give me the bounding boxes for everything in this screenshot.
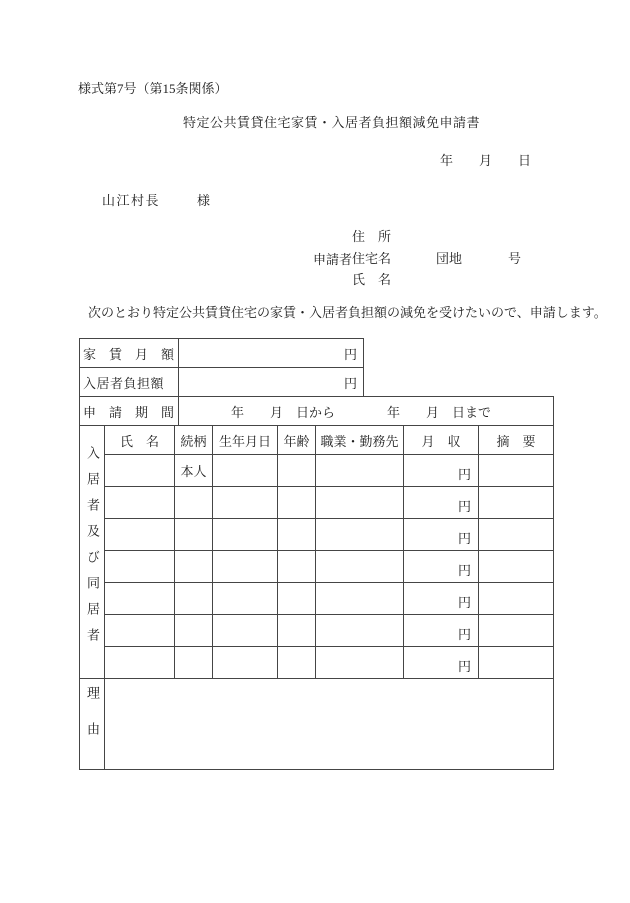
header-occupation: 職業・勤務先 — [316, 426, 404, 455]
cell-income: 円 — [404, 583, 479, 615]
header-relation: 続柄 — [175, 426, 213, 455]
applicant-label: 申請者 — [313, 251, 353, 267]
cell-name — [105, 487, 175, 519]
occupant-row — [80, 615, 554, 647]
date-line: 年 月 日 — [440, 153, 532, 168]
cell-income: 円 — [404, 551, 479, 583]
cell-remark — [479, 615, 554, 647]
cell-occupation — [316, 647, 404, 679]
cell-name — [105, 615, 175, 647]
table-row — [80, 368, 364, 397]
addressee-name: 山江村長 — [102, 193, 161, 208]
cell-relation: 本人 — [175, 455, 213, 487]
cell-birthdate — [213, 551, 278, 583]
header-remark: 摘 要 — [479, 426, 554, 455]
cell-birthdate — [213, 455, 278, 487]
form-number: 様式第7号（第15条関係） — [78, 81, 228, 96]
cell-income: 円 — [404, 455, 479, 487]
form-tables — [79, 338, 554, 770]
cell-name — [105, 583, 175, 615]
cell-age — [278, 583, 316, 615]
addressee-line — [102, 190, 210, 209]
cell-relation — [175, 615, 213, 647]
cell-age — [278, 487, 316, 519]
cell-age — [278, 551, 316, 583]
cell-birthdate — [213, 647, 278, 679]
cell-remark — [479, 519, 554, 551]
header-income: 月 収 — [404, 426, 479, 455]
header-birthdate: 生年月日 — [213, 426, 278, 455]
occupant-row — [80, 455, 554, 487]
reason-row — [80, 679, 554, 770]
applicant-block — [313, 226, 521, 291]
cell-name — [105, 455, 175, 487]
header-name: 氏 名 — [105, 426, 175, 455]
rent-table — [79, 338, 364, 397]
cell-occupation — [316, 487, 404, 519]
table-row — [80, 397, 554, 426]
cell-occupation — [316, 551, 404, 583]
cell-remark — [479, 583, 554, 615]
cell-age — [278, 519, 316, 551]
period-value-cell — [179, 397, 554, 426]
rent-monthly-value-cell: 円 — [179, 339, 364, 368]
occupant-row — [80, 551, 554, 583]
reason-label-cell — [80, 679, 105, 770]
housing-name-label: 住宅名 — [352, 250, 392, 266]
cell-birthdate — [213, 487, 278, 519]
cell-age — [278, 455, 316, 487]
cell-income: 円 — [404, 487, 479, 519]
cell-name — [105, 647, 175, 679]
table-row — [80, 339, 364, 368]
cell-occupation — [316, 455, 404, 487]
period-label: 申 請 期 間 — [80, 397, 179, 426]
applicant-address-line — [352, 226, 521, 248]
applicant-name-line — [352, 269, 521, 291]
occupant-row — [80, 519, 554, 551]
cell-occupation — [316, 583, 404, 615]
intro-sentence: 次のとおり特定公共賃貸住宅の家賃・入居者負担額の減免を受けたいので、申請します。 — [88, 305, 607, 320]
cell-remark — [479, 487, 554, 519]
applicant-fields — [352, 226, 521, 291]
cell-birthdate — [213, 519, 278, 551]
unit-label: 号 — [508, 250, 522, 266]
cell-income: 円 — [404, 615, 479, 647]
occupant-burden-value-cell: 円 — [179, 368, 364, 397]
period-to: 年 月 日まで — [387, 404, 492, 420]
cell-relation — [175, 487, 213, 519]
occupant-burden-label: 入居者負担額 — [80, 368, 179, 397]
cell-income: 円 — [404, 519, 479, 551]
danchi-label: 団地 — [436, 250, 463, 266]
address-label: 住 所 — [352, 229, 392, 244]
cell-income: 円 — [404, 647, 479, 679]
period-from: 年 月 日から — [231, 404, 336, 420]
cell-name — [105, 551, 175, 583]
applicant-housing-line — [352, 248, 521, 270]
occupant-row — [80, 487, 554, 519]
reason-content-cell — [105, 679, 554, 770]
period-table — [79, 396, 554, 426]
cell-age — [278, 647, 316, 679]
cell-remark — [479, 647, 554, 679]
occupant-side-label-cell — [80, 426, 105, 679]
header-age: 年齢 — [278, 426, 316, 455]
occupant-header-row — [80, 426, 554, 455]
cell-name — [105, 519, 175, 551]
cell-remark — [479, 551, 554, 583]
cell-birthdate — [213, 583, 278, 615]
cell-occupation — [316, 615, 404, 647]
occupant-side-label: 入居者及び同居者 — [85, 446, 100, 654]
cell-relation — [175, 583, 213, 615]
occupant-row — [80, 647, 554, 679]
rent-monthly-label: 家 賃 月 額 — [80, 339, 179, 368]
occupant-row — [80, 583, 554, 615]
cell-occupation — [316, 519, 404, 551]
cell-relation — [175, 519, 213, 551]
cell-relation — [175, 551, 213, 583]
cell-birthdate — [213, 615, 278, 647]
occupant-table — [79, 425, 554, 770]
addressee-honorific: 様 — [197, 193, 211, 208]
reason-label: 理由 — [85, 686, 100, 758]
page-title: 特定公共賃貸住宅家賃・入居者負担額減免申請書 — [183, 115, 481, 130]
name-label: 氏 名 — [352, 272, 392, 287]
cell-relation — [175, 647, 213, 679]
cell-remark — [479, 455, 554, 487]
cell-age — [278, 615, 316, 647]
